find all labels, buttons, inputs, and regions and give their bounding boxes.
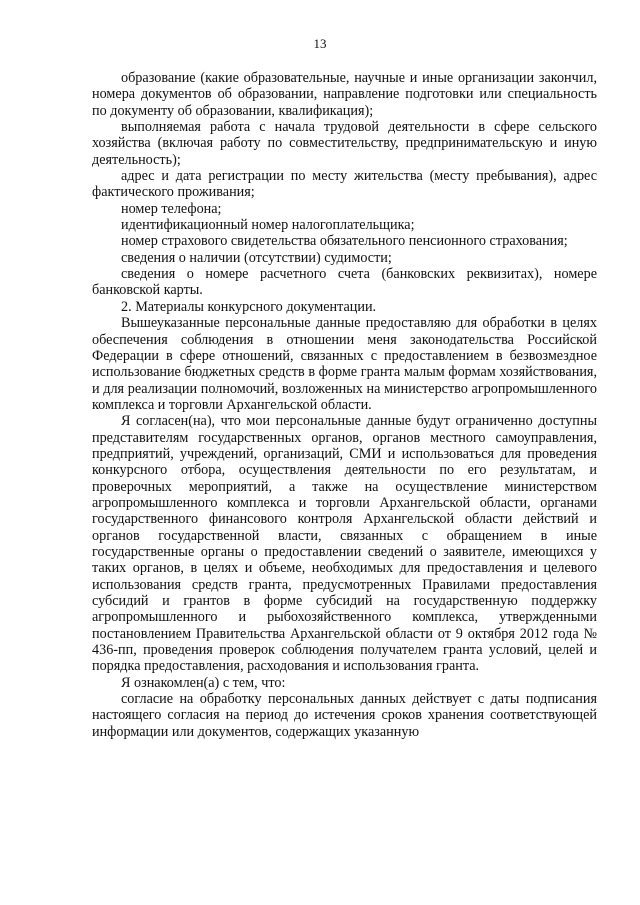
- page-number: 13: [313, 36, 327, 51]
- paragraph-consent: Я согласен(на), что мои персональные данные будут ограниченно доступны представителям государственных органов, органов местного самоуправления, предприятий, учреждений, организаций, СМИ и использоваться для проведения конкурсного отбора, осуществления деятельности по его результатам, и проверочных мероприятий, а также на осуществление министерством агропромышленного комплекса и торговли Архангельской области, органами государственного финансового контроля Архангельской области действий и органов государственной власти, связанных с обращением в иные государственные органы о предоставлении сведений о заявителе, имеющихся у таких органов, в целях и объеме, необходимых для предоставления и целевого использования средств гранта, предусмотренных Правилами предоставления субсидий и грантов в форме субсидий на государственную поддержку агропромышленного и рыбохозяйственного комплекса, утвержденными постановлением Правительства Архангельской области от 9 октября 2012 года № 436-пп, проведения проверок соблюдения получателем гранта условий, целей и порядка предоставления, расходования и использования гранта.: [92, 413, 597, 675]
- paragraph-address: адрес и дата регистрации по месту жительства (месту пребывания), адрес фактического проживания;: [92, 168, 597, 201]
- paragraph-bank-account: сведения о номере расчетного счета (банковских реквизитах), номере банковской карты.: [92, 266, 597, 299]
- paragraph-purpose: Вышеуказанные персональные данные предоставляю для обработки в целях обеспечения соблюдения в отношении меня законодательства Российской Федерации в сфере отношений, связанных с предоставлением в безвозмездное использование бюджетных средств в форме гранта малым формам хозяйствования, и для реализации полномочий, возложенных на министерство агропромышленного комплекса и торговли Архангельской области.: [92, 315, 597, 413]
- paragraph-work-history: выполняемая работа с начала трудовой деятельности в сфере сельского хозяйства (включая работу по совместительству, предпринимательскую и иную деятельность);: [92, 119, 597, 168]
- paragraph-pension-number: номер страхового свидетельства обязательного пенсионного страхования;: [121, 233, 568, 250]
- paragraph-criminal-record: сведения о наличии (отсутствии) судимости;: [121, 249, 392, 266]
- paragraph-tax-id: идентификационный номер налогоплательщика;: [121, 217, 415, 234]
- paragraph-acknowledged: Я ознакомлен(а) с тем, что:: [121, 674, 286, 691]
- paragraph-section-2: 2. Материалы конкурсного документации.: [121, 298, 377, 315]
- paragraph-consent-validity: согласие на обработку персональных данных действует с даты подписания настоящего согласия на период до истечения сроков хранения соответствующей информации или документов, содержащих указанную: [92, 691, 597, 740]
- document-body: [92, 70, 597, 740]
- paragraph-phone: номер телефона;: [121, 200, 222, 217]
- paragraph-education: образование (какие образовательные, научные и иные организации закончил, номера документов об образовании, направление подготовки или специальность по документу об образовании, квалификация);: [92, 70, 597, 119]
